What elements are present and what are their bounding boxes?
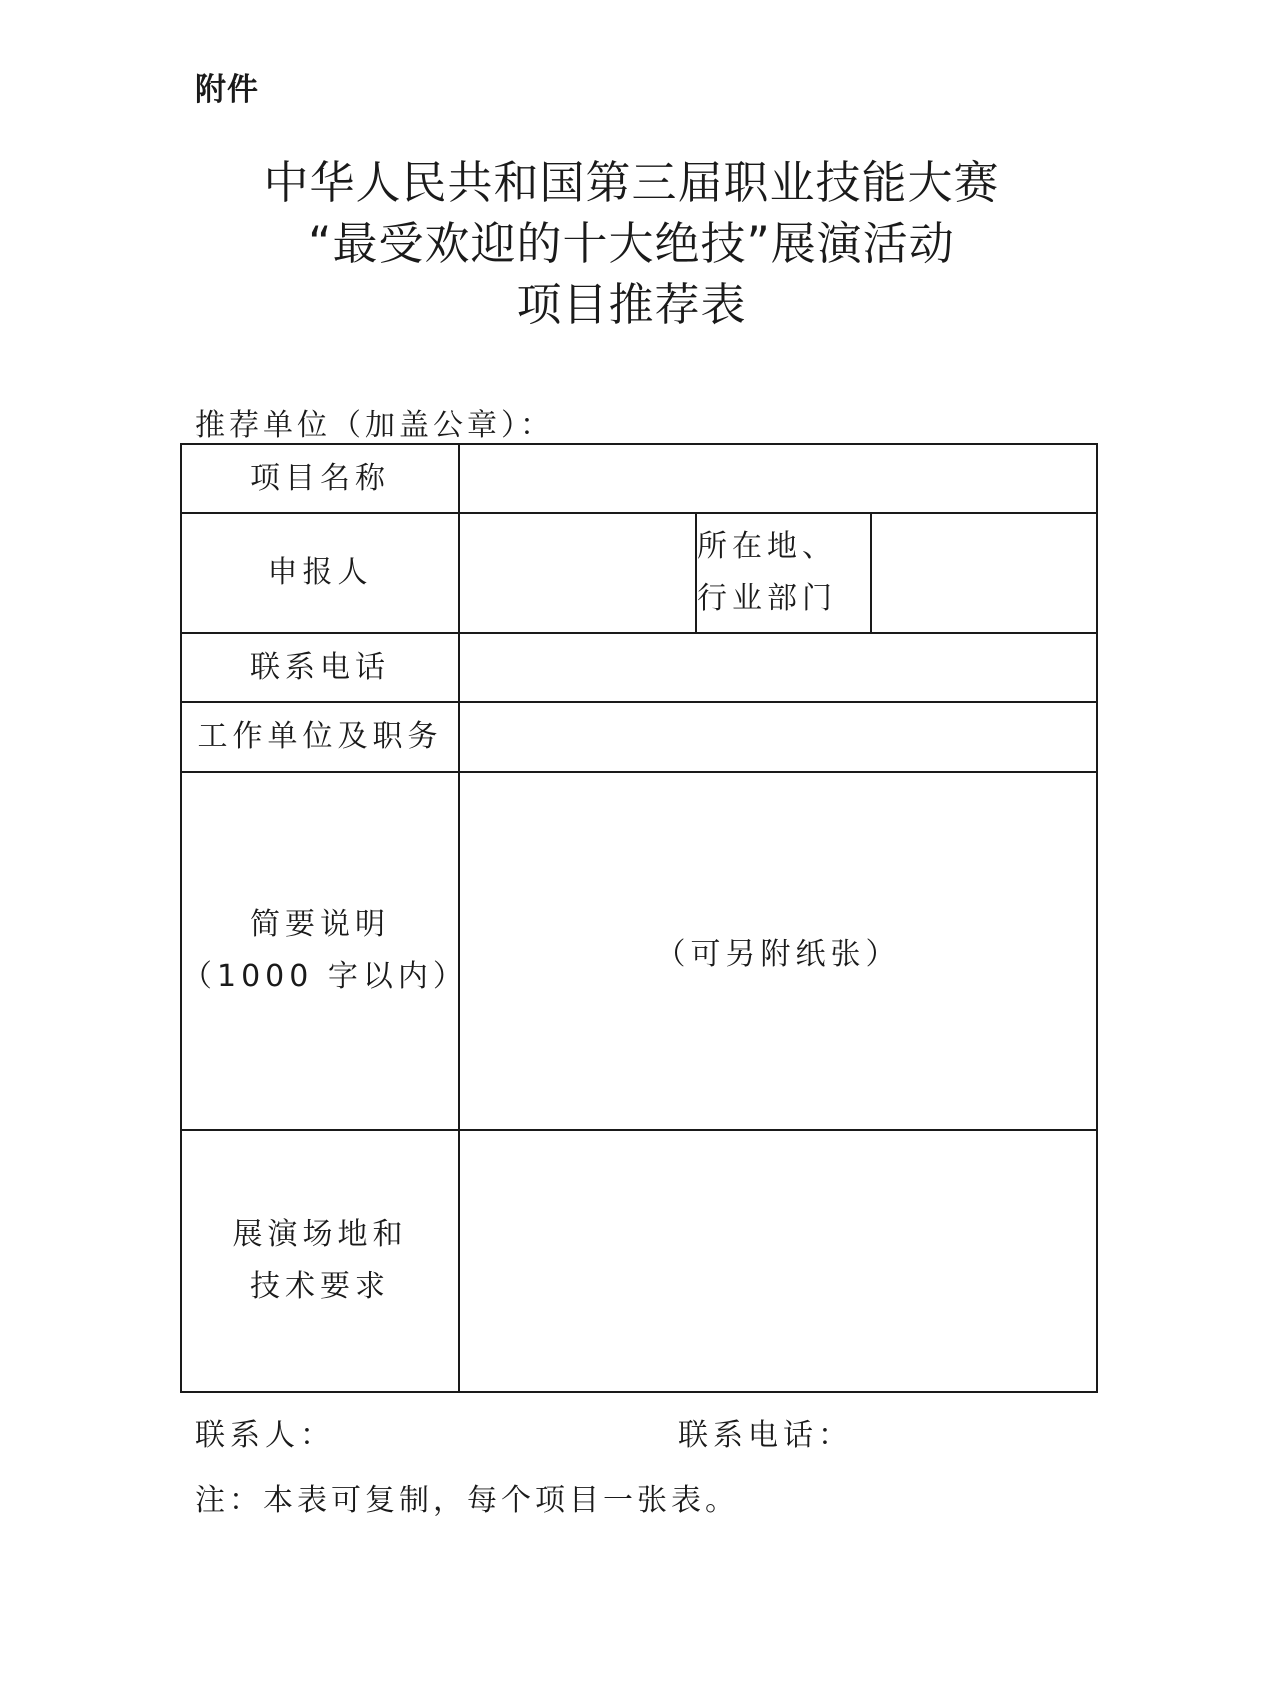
summary-note: （可另附纸张） <box>655 937 901 972</box>
recommendation-form-table <box>180 443 1098 1393</box>
location-field[interactable] <box>871 513 1097 633</box>
summary-label-line1: 简要说明 <box>250 907 390 942</box>
venue-label <box>181 1130 459 1392</box>
summary-label <box>181 772 468 1130</box>
venue-label-line2: 技术要求 <box>250 1269 390 1304</box>
location-label <box>696 513 871 633</box>
title-line-3: 项目推荐表 <box>516 278 747 331</box>
row-employer <box>181 702 1097 772</box>
venue-field[interactable] <box>459 1130 1097 1392</box>
employer-label: 工作单位及职务 <box>181 702 459 772</box>
location-label-line2: 行业部门 <box>697 581 837 616</box>
project-name-label: 项目名称 <box>181 444 459 513</box>
row-venue <box>181 1130 1097 1392</box>
row-project-name <box>181 444 1097 513</box>
contact-phone-label: 联系电话： <box>678 1418 853 1453</box>
phone-label: 联系电话 <box>181 633 459 702</box>
summary-field[interactable] <box>459 772 1097 1130</box>
recommender-label: 推荐单位（加盖公章）： <box>195 408 554 443</box>
row-summary <box>181 772 1097 1130</box>
footer-note: 注：本表可复制，每个项目一张表。 <box>195 1483 739 1518</box>
location-label-line1: 所在地、 <box>697 529 837 564</box>
summary-label-line2: （1000 字以内） <box>182 959 468 994</box>
applicant-field[interactable] <box>459 513 696 633</box>
applicant-label: 申报人 <box>181 513 459 633</box>
attachment-label: 附件 <box>195 72 259 108</box>
row-phone <box>181 633 1097 702</box>
phone-field[interactable] <box>459 633 1097 702</box>
title-line-2: “最受欢迎的十大绝技”展演活动 <box>308 217 955 270</box>
title-line-1: 中华人民共和国第三届职业技能大赛 <box>263 156 1000 209</box>
contact-person-label: 联系人： <box>195 1418 335 1453</box>
project-name-field[interactable] <box>459 444 1097 513</box>
employer-field[interactable] <box>459 702 1097 772</box>
venue-label-line1: 展演场地和 <box>232 1217 408 1252</box>
row-applicant <box>181 513 1097 633</box>
